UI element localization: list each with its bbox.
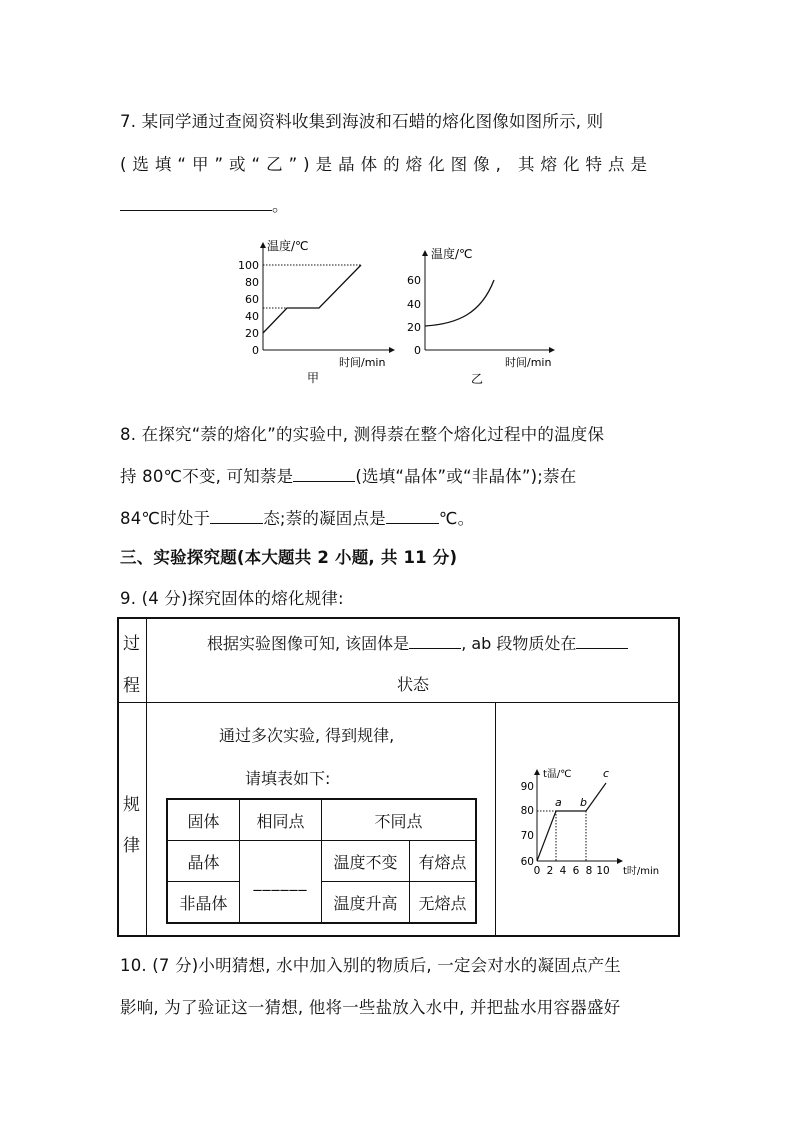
q9-row1-text-c: 状态 [397, 675, 430, 694]
yi-curve [425, 280, 494, 326]
yi-ytick-0: 0 [414, 344, 421, 357]
graph-xtick-6: 6 [572, 865, 580, 877]
jia-ytick-20: 20 [245, 327, 259, 340]
inner-crystal-temp: 温度不变 [321, 841, 409, 882]
inner-header-row [167, 799, 476, 841]
inner-amorphous-temp: 温度升高 [321, 882, 409, 924]
q8-text-3a: 84℃时处于 [120, 509, 211, 528]
jia-ytick-0: 0 [252, 344, 259, 357]
q9-row2-header-a: 规 [123, 795, 140, 815]
q7-line-3 [120, 192, 289, 216]
jia-ytick-60: 60 [245, 293, 259, 306]
graph-xtick-2: 2 [546, 865, 554, 877]
q7-text-2: (选填“甲”或“乙”)是晶体的熔化图像, 其熔化特点是 [120, 155, 654, 174]
graph-xtick-0: 0 [533, 865, 541, 877]
q9-row1-text-line1 [207, 631, 628, 654]
q9-row-divider [119, 702, 678, 703]
inner-row-crystal [167, 841, 476, 882]
graph-ytick-90: 90 [520, 781, 534, 793]
graph-x-arrow [617, 858, 623, 864]
q9-col-divider [146, 619, 147, 935]
q8-text-2a: 持 80℃不变, 可知萘是 [120, 467, 294, 486]
q9-row1-header-a: 过 [123, 634, 140, 654]
q9-rule-text-2: 请填表如下: [245, 769, 331, 788]
q9-inner-table [166, 798, 477, 924]
graph-y-arrow [534, 769, 540, 775]
q8-text-1: 8. 在探究“萘的熔化”的实验中, 测得萘在整个熔化过程中的温度保 [120, 425, 605, 444]
q10-text-1: 10. (7 分)小明猜想, 水中加入别的物质后, 一定会对水的凝固点产生 [120, 956, 621, 975]
inner-header-diff: 不同点 [321, 799, 476, 841]
q10-line-2 [120, 994, 620, 1018]
yi-ytick-20: 20 [407, 321, 421, 334]
q9-blank-2[interactable] [576, 632, 628, 649]
jia-ytick-100: 100 [238, 259, 259, 272]
q7-line-1 [120, 108, 603, 132]
jia-curve [263, 265, 361, 333]
graph-xlabel: t时/min [623, 866, 660, 877]
q7-text-1: 7. 某同学通过查阅资料收集到海波和石蜡的熔化图像如图所示, 则 [120, 112, 604, 131]
graph-label-b: b [580, 796, 587, 809]
q8-text-3c: ℃。 [438, 509, 475, 528]
yi-ytick-40: 40 [407, 298, 421, 311]
q9-melting-graph [519, 761, 674, 881]
section3-title [120, 544, 457, 568]
yi-xlabel: 时间/min [505, 356, 552, 369]
q8-text-3b: 态;萘的凝固点是 [263, 509, 386, 528]
q8-line-1 [120, 421, 604, 445]
yi-x-arrow [549, 347, 555, 353]
q7-end: 。 [272, 196, 289, 215]
figure-jia [225, 232, 405, 392]
yi-ylabel: 温度/℃ [431, 247, 473, 261]
q8-blank-3[interactable] [386, 507, 439, 524]
graph-ytick-70: 70 [520, 830, 534, 842]
yi-caption: 乙 [471, 372, 484, 386]
q9-intro-text: 9. (4 分)探究固体的熔化规律: [120, 589, 344, 608]
graph-ytick-60: 60 [520, 856, 534, 868]
q9-table [117, 617, 680, 937]
jia-ytick-40: 40 [245, 310, 259, 323]
inner-crystal-label: 晶体 [167, 841, 239, 882]
q8-line-2 [120, 463, 576, 487]
inner-row-amorphous [167, 882, 476, 924]
q9-rule-text-1: 通过多次实验, 得到规律, [219, 726, 395, 745]
q8-blank-1[interactable] [293, 465, 355, 482]
q7-answer-blank[interactable] [120, 194, 272, 211]
graph-xtick-10: 10 [596, 865, 610, 877]
q8-text-2b: (选填“晶体”或“非晶体”);萘在 [355, 467, 577, 486]
graph-ytick-80: 80 [520, 805, 534, 817]
q10-text-2: 影响, 为了验证这一猜想, 他将一些盐放入水中, 并把盐水用容器盛好 [120, 998, 621, 1017]
graph-ylabel: t温/℃ [543, 769, 572, 780]
yi-y-arrow [422, 250, 428, 256]
q9-row1-header-b: 程 [123, 676, 140, 696]
q9-row1-text-a: 根据实验图像可知, 该固体是 [207, 634, 410, 653]
graph-label-c: c [603, 767, 610, 780]
section3-title-text: 三、实验探究题(本大题共 2 小题, 共 11 分) [120, 548, 458, 567]
graph-curve [537, 783, 606, 861]
q9-intro [120, 585, 344, 609]
inner-header-solid: 固体 [167, 799, 239, 841]
inner-amorphous-point: 无熔点 [410, 882, 476, 924]
q10-line-1 [120, 952, 621, 976]
inner-header-same: 相同点 [239, 799, 321, 841]
yi-ytick-60: 60 [407, 274, 421, 287]
inner-crystal-point: 有熔点 [410, 841, 476, 882]
graph-xtick-4: 4 [559, 865, 567, 877]
jia-ytick-80: 80 [245, 276, 259, 289]
graph-label-a: a [555, 796, 562, 809]
q9-blank-1[interactable] [409, 632, 461, 649]
jia-xlabel: 时间/min [339, 356, 386, 369]
jia-y-arrow [260, 242, 266, 248]
q9-row1-text-b: , ab 段物质处在 [461, 634, 577, 653]
q9-graph-divider [495, 702, 496, 935]
q8-line-3 [120, 505, 474, 529]
graph-xtick-8: 8 [585, 865, 593, 877]
jia-ylabel: 温度/℃ [267, 239, 309, 253]
inner-merged-blank[interactable]: ______ [239, 841, 321, 924]
jia-caption: 甲 [307, 371, 320, 385]
q9-row2-header-b: 律 [123, 836, 140, 856]
q7-line-2 [120, 151, 653, 175]
inner-amorphous-label: 非晶体 [167, 882, 239, 924]
q8-blank-2[interactable] [210, 507, 263, 524]
figure-yi [395, 240, 565, 390]
